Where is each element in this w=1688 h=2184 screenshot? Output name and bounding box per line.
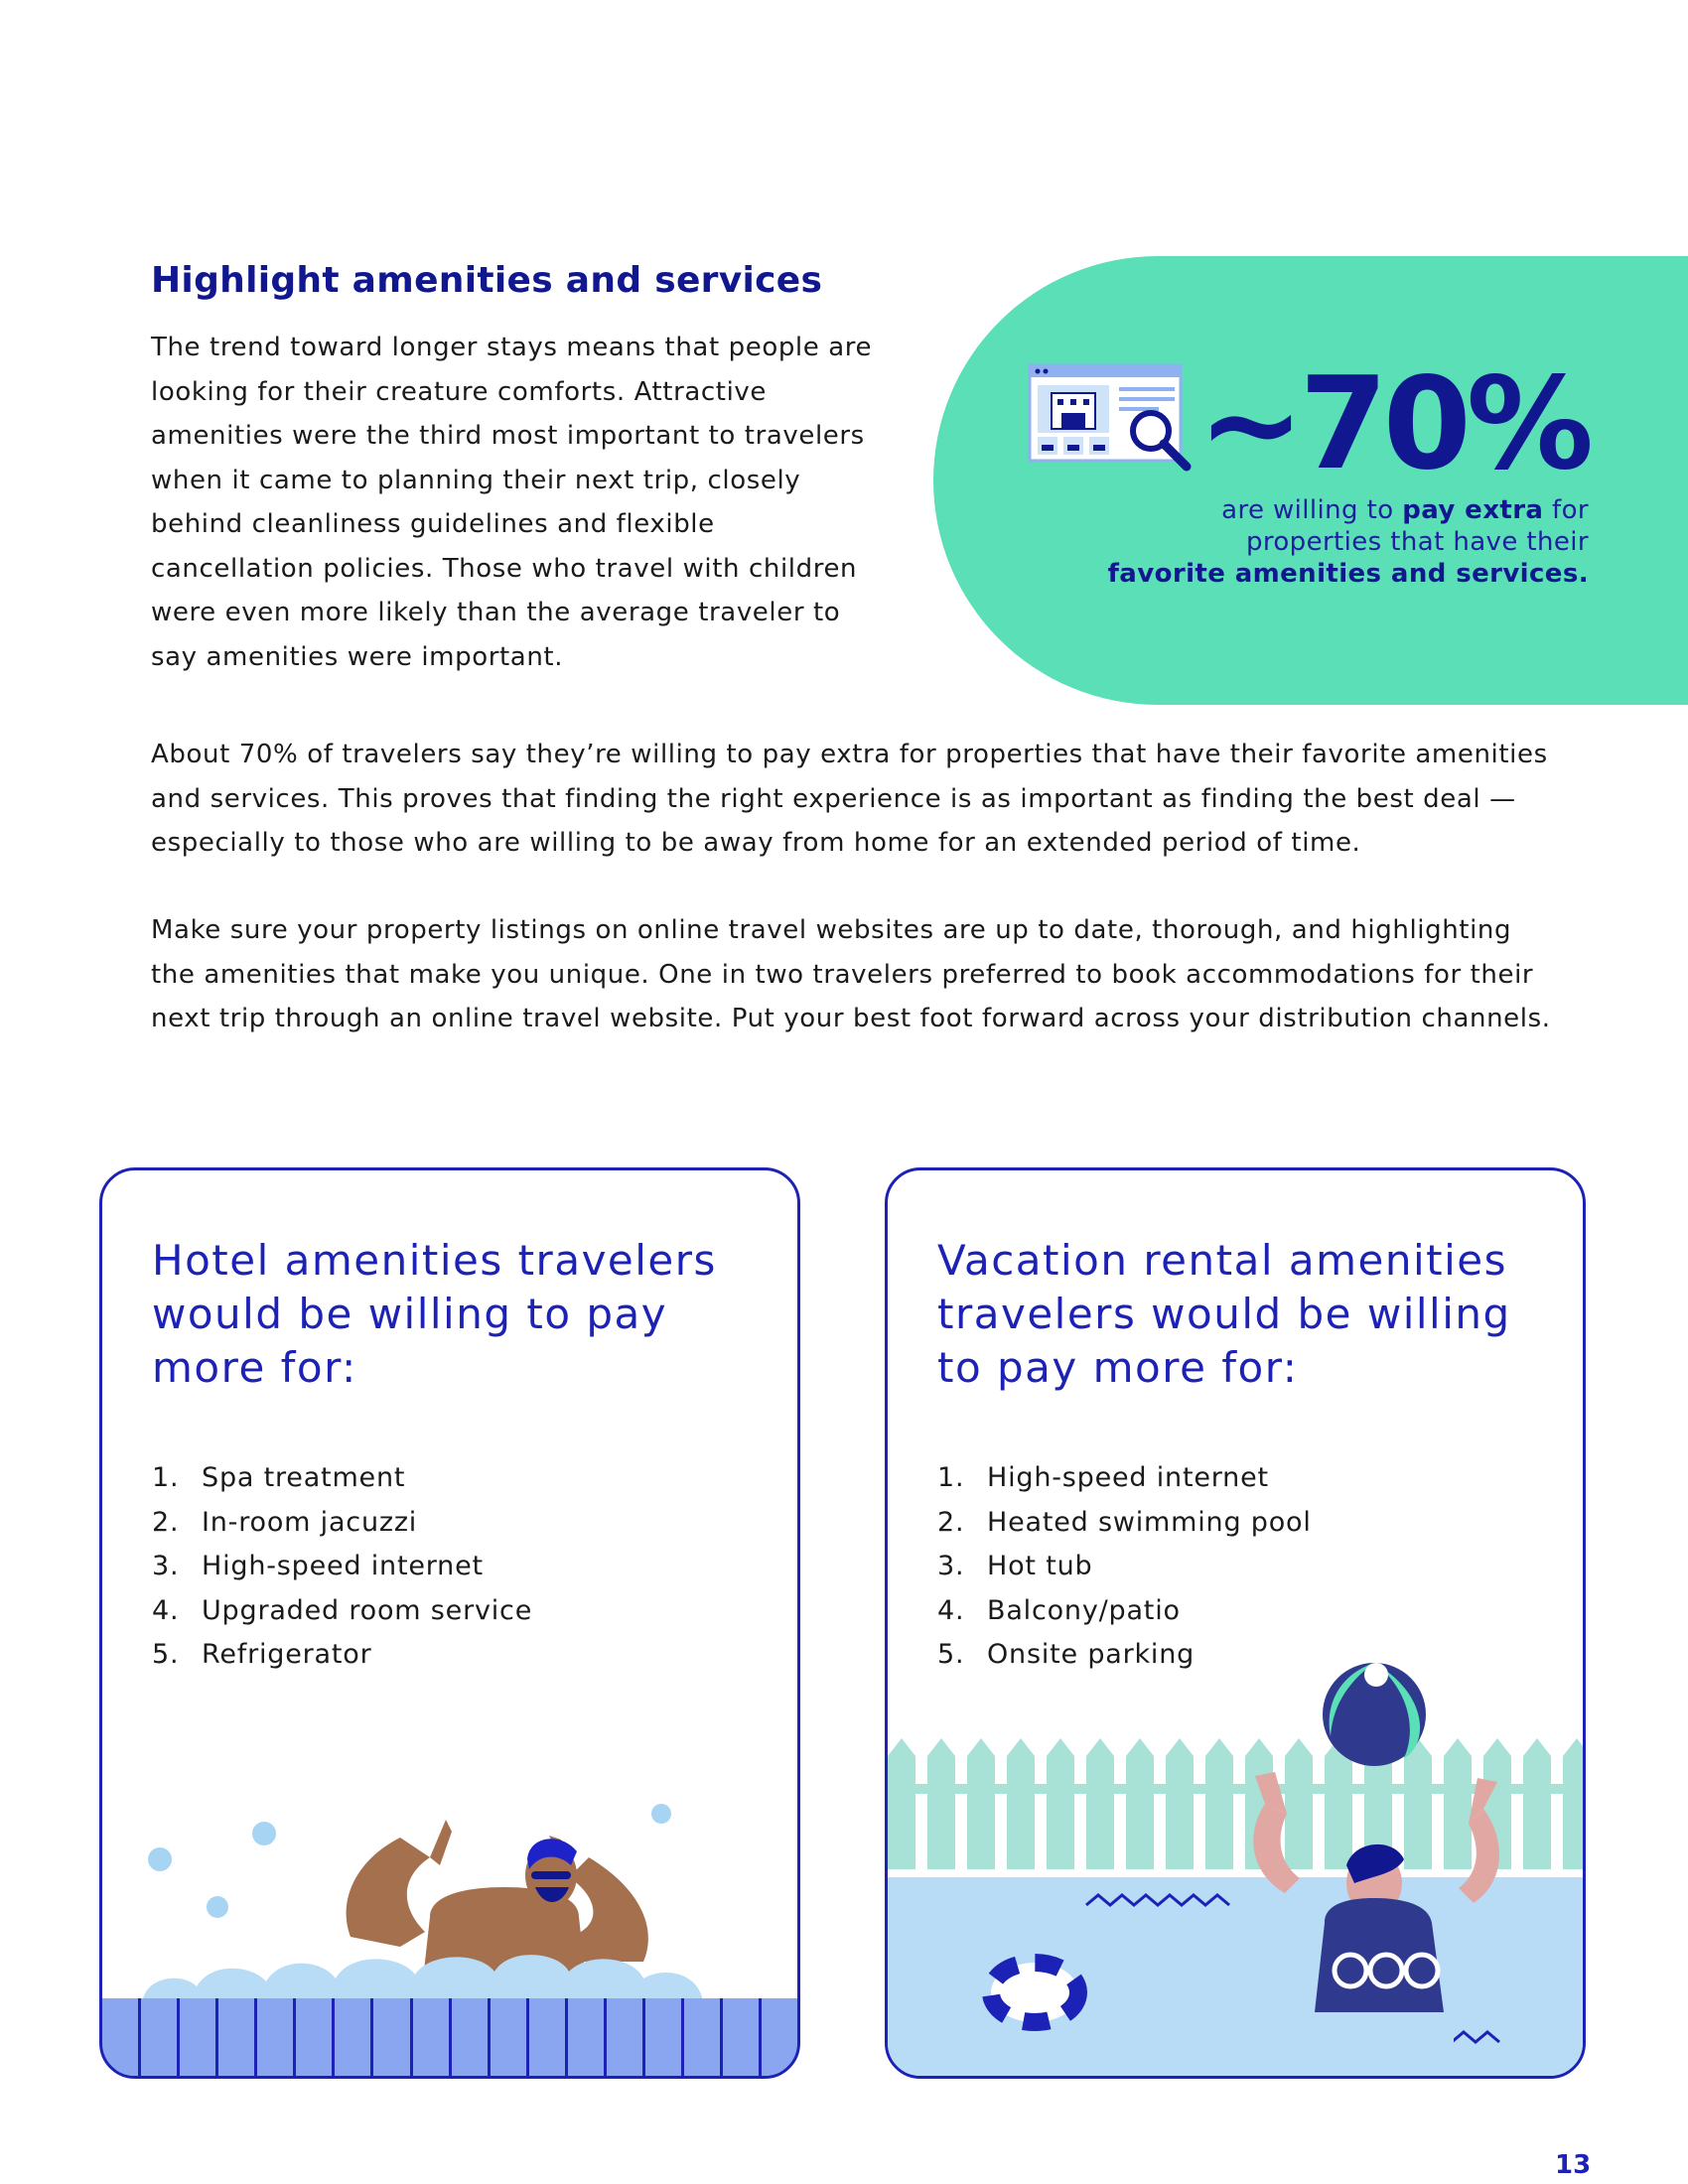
list-number: 1. bbox=[152, 1462, 180, 1493]
list-label: Hot tub bbox=[987, 1551, 1093, 1581]
list-number: 3. bbox=[937, 1551, 965, 1581]
list-number: 5. bbox=[937, 1639, 965, 1670]
tile bbox=[218, 1998, 257, 2076]
list-label: High-speed internet bbox=[987, 1462, 1269, 1493]
section-heading: Highlight amenities and services bbox=[151, 260, 823, 301]
list-item bbox=[937, 1589, 1312, 1634]
list-number: 2. bbox=[152, 1506, 180, 1538]
tile bbox=[529, 1998, 568, 2076]
hotel-amenities-card bbox=[99, 1167, 800, 2079]
tile bbox=[491, 1998, 529, 2076]
stat-callout bbox=[933, 256, 1688, 705]
list-item bbox=[937, 1456, 1312, 1501]
list-number: 1. bbox=[937, 1462, 965, 1493]
tile bbox=[452, 1998, 491, 2076]
pool-illustration bbox=[888, 1655, 1583, 2076]
list-number: 4. bbox=[937, 1594, 965, 1626]
list-label: High-speed internet bbox=[202, 1551, 484, 1581]
list-label: Onsite parking bbox=[987, 1639, 1196, 1670]
list-item bbox=[152, 1456, 532, 1501]
hotel-amenities-list bbox=[152, 1456, 532, 1678]
tile bbox=[607, 1998, 645, 2076]
tile bbox=[684, 1998, 723, 2076]
card-title: Vacation rental amenities travelers would be willing to pay more for: bbox=[937, 1236, 1511, 1392]
rental-amenities-list bbox=[937, 1456, 1312, 1678]
body-paragraph: About 70% of travelers say they’re willing to pay extra for properties that have their favorite amenities and services. This proves that finding the right experience is as important as finding the best deal — especially to those who are willing to be away from home for an extended period of time. bbox=[151, 740, 1548, 858]
list-label: Refrigerator bbox=[202, 1639, 372, 1670]
list-item bbox=[152, 1545, 532, 1589]
page-number: 13 bbox=[1555, 2150, 1592, 2180]
list-label: Heated swimming pool bbox=[987, 1506, 1312, 1538]
tile bbox=[296, 1998, 335, 2076]
list-item bbox=[937, 1545, 1312, 1589]
stat-caption-text: for bbox=[1543, 495, 1589, 525]
browser-search-icon bbox=[1028, 363, 1198, 478]
stat-caption-text: properties that have their bbox=[1245, 527, 1589, 557]
list-item bbox=[152, 1633, 532, 1678]
list-number: 2. bbox=[937, 1506, 965, 1538]
tile bbox=[568, 1998, 607, 2076]
stat-value: ~70% bbox=[1197, 350, 1589, 498]
list-number: 5. bbox=[152, 1639, 180, 1670]
list-label: Balcony/patio bbox=[987, 1594, 1181, 1626]
list-number: 4. bbox=[152, 1594, 180, 1626]
tub-tiles bbox=[102, 1998, 797, 2076]
stat-caption-text: are willing to bbox=[1221, 495, 1403, 525]
list-label: In-room jacuzzi bbox=[202, 1506, 418, 1538]
stat-caption-emphasis: pay extra bbox=[1402, 495, 1544, 525]
tile bbox=[102, 1998, 141, 2076]
stat-caption-emphasis: favorite amenities and services. bbox=[1107, 559, 1589, 589]
tile bbox=[373, 1998, 412, 2076]
tile bbox=[645, 1998, 684, 2076]
list-item bbox=[937, 1501, 1312, 1546]
tile bbox=[413, 1998, 452, 2076]
list-label: Upgraded room service bbox=[202, 1594, 533, 1626]
tile bbox=[335, 1998, 373, 2076]
list-number: 3. bbox=[152, 1551, 180, 1581]
intro-paragraph: The trend toward longer stays means that people are looking for their creature comforts. Attractive amenities were the third most important to travelers when it came to planning their next trip, closely behind cleanliness guidelines and flexible cancellation policies. Those who travel with children were even more likely than the average traveler to say amenities were important. bbox=[151, 333, 873, 672]
stat-caption bbox=[1108, 494, 1589, 590]
card-title: Hotel amenities travelers would be willing to pay more for: bbox=[152, 1236, 717, 1392]
tile bbox=[257, 1998, 296, 2076]
tile bbox=[180, 1998, 218, 2076]
list-item bbox=[152, 1589, 532, 1634]
list-label: Spa treatment bbox=[202, 1462, 406, 1493]
tile bbox=[141, 1998, 180, 2076]
tile bbox=[723, 1998, 762, 2076]
list-item bbox=[152, 1501, 532, 1546]
body-paragraph: Make sure your property listings on online travel websites are up to date, thorough, and highlighting the amenities that make you unique. One in two travelers preferred to book accommodations for their next trip through an online travel website. Put your best foot forward across your distribution channels. bbox=[151, 915, 1551, 1033]
rental-amenities-card bbox=[885, 1167, 1586, 2079]
tile bbox=[762, 1998, 797, 2076]
